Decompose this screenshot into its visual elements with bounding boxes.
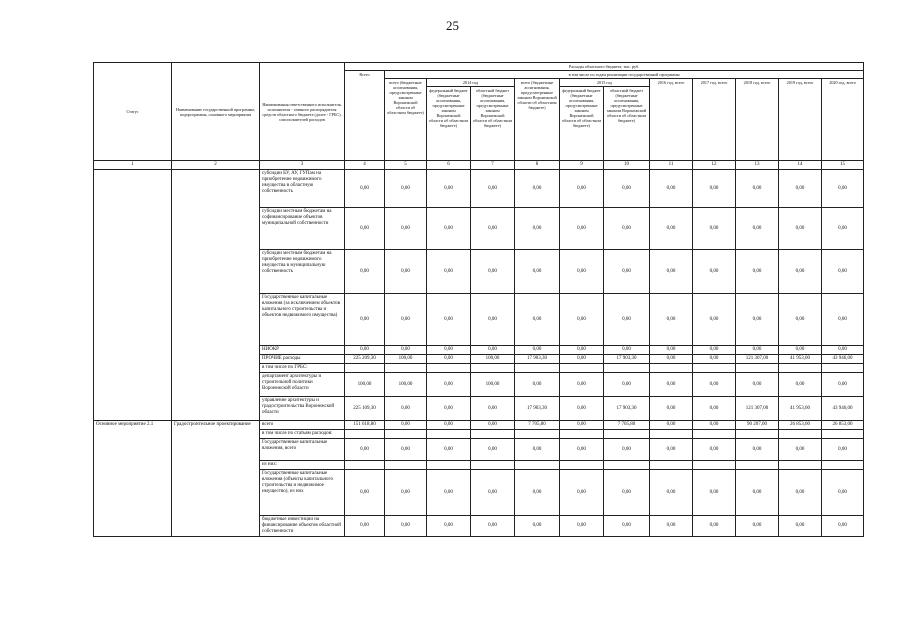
value-cell xyxy=(604,461,650,470)
value-cell: 0,00 xyxy=(604,250,650,294)
value-cell: 0,00 xyxy=(515,294,560,346)
value-cell: 0,00 xyxy=(515,170,560,208)
header-reg-2015: областной бюджет (бюджетные ассигнования, предусмотренные законом Воронежской области об областном бюджете) xyxy=(604,87,650,161)
header-y2014: 2014 год xyxy=(427,79,515,87)
value-cell: 0,00 xyxy=(736,208,779,250)
value-cell: 0,00 xyxy=(385,170,427,208)
value-cell: 0,00 xyxy=(427,439,471,461)
value-cell: 0,00 xyxy=(471,397,515,421)
value-cell: 0,00 xyxy=(560,516,604,537)
row-label: бюджетные инвестиции на финансирование объектов областной собственности xyxy=(260,516,345,537)
value-cell: 225 209,30 xyxy=(345,355,385,364)
value-cell: 0,00 xyxy=(822,250,864,294)
value-cell: 0,00 xyxy=(560,170,604,208)
column-index-row xyxy=(94,161,864,170)
value-cell: 17 903,30 xyxy=(604,397,650,421)
value-cell: 0,00 xyxy=(822,470,864,516)
value-cell xyxy=(515,461,560,470)
value-cell: 0,00 xyxy=(650,373,693,397)
value-cell: 90 207,00 xyxy=(736,421,779,430)
row-label: в том числе по статьям расходов: xyxy=(260,430,345,439)
value-cell: 0,00 xyxy=(560,355,604,364)
value-cell: 225 109,30 xyxy=(345,397,385,421)
header-fed-2014: федеральный бюджет (бюджетные ассигнования, предусмотренные законом Воронежской области об областном бюджете) xyxy=(427,87,471,161)
value-cell: 0,00 xyxy=(650,439,693,461)
value-cell: 0,00 xyxy=(471,250,515,294)
value-cell: 0,00 xyxy=(736,470,779,516)
table-row xyxy=(94,421,864,430)
value-cell: 0,00 xyxy=(604,346,650,355)
value-cell: 0,00 xyxy=(345,208,385,250)
value-cell: 0,00 xyxy=(650,516,693,537)
value-cell: 0,00 xyxy=(515,373,560,397)
value-cell: 0,00 xyxy=(604,294,650,346)
value-cell: 17 903,30 xyxy=(604,355,650,364)
value-cell: 0,00 xyxy=(471,346,515,355)
value-cell xyxy=(385,461,427,470)
value-cell xyxy=(650,461,693,470)
value-cell: 0,00 xyxy=(560,208,604,250)
value-cell: 0,00 xyxy=(650,397,693,421)
value-cell: 0,00 xyxy=(385,397,427,421)
header-y2018: 2018 год, всего xyxy=(736,79,779,161)
value-cell: 0,00 xyxy=(779,170,822,208)
value-cell: 41 953,00 xyxy=(779,355,822,364)
col-index: 2 xyxy=(172,161,260,170)
header-name: Наименование государственной программы, подпрограммы, основного мероприятия xyxy=(172,63,260,161)
value-cell: 0,00 xyxy=(779,250,822,294)
value-cell: 26 853,00 xyxy=(779,421,822,430)
value-cell xyxy=(736,461,779,470)
value-cell: 0,00 xyxy=(650,355,693,364)
value-cell: 0,00 xyxy=(736,294,779,346)
value-cell xyxy=(471,430,515,439)
value-cell: 0,00 xyxy=(736,250,779,294)
value-cell: 0,00 xyxy=(345,250,385,294)
value-cell xyxy=(345,461,385,470)
header-expenses: Расходы областного бюджета, тыс. руб. xyxy=(345,63,864,71)
value-cell: 7 705,80 xyxy=(515,421,560,430)
row-label: из них: xyxy=(260,461,345,470)
header-total-2014: всего (бюджетные ассигнования, предусмотренные законом Воронежской области об областном бюджете) xyxy=(385,79,427,161)
row-label: в том числе по ГРБС: xyxy=(260,364,345,373)
value-cell xyxy=(427,461,471,470)
value-cell xyxy=(345,430,385,439)
row-label: Государственные капитальные вложения (объекты капитального строительства и недвижимое имущество), из них xyxy=(260,470,345,516)
value-cell: 0,00 xyxy=(345,470,385,516)
value-cell: 0,00 xyxy=(693,250,736,294)
value-cell: 0,00 xyxy=(650,170,693,208)
value-cell: 0,00 xyxy=(822,516,864,537)
value-cell xyxy=(604,430,650,439)
value-cell: 7 705,80 xyxy=(604,421,650,430)
value-cell: 0,00 xyxy=(385,250,427,294)
value-cell xyxy=(779,461,822,470)
header-y2020: 2020 год, всего xyxy=(822,79,864,161)
value-cell: 0,00 xyxy=(736,439,779,461)
value-cell: 0,00 xyxy=(604,470,650,516)
value-cell: 0,00 xyxy=(604,170,650,208)
value-cell: 0,00 xyxy=(427,208,471,250)
value-cell: 0,00 xyxy=(560,439,604,461)
value-cell: 0,00 xyxy=(779,439,822,461)
col-index: 11 xyxy=(650,161,693,170)
value-cell: 17 903,30 xyxy=(515,397,560,421)
value-cell: 0,00 xyxy=(560,421,604,430)
value-cell: 100,00 xyxy=(471,355,515,364)
value-cell: 0,00 xyxy=(345,439,385,461)
value-cell: 0,00 xyxy=(427,397,471,421)
value-cell: 0,00 xyxy=(779,208,822,250)
value-cell xyxy=(560,430,604,439)
value-cell: 0,00 xyxy=(515,516,560,537)
value-cell: 0,00 xyxy=(822,373,864,397)
header-y2016: 2016 год, всего xyxy=(650,79,693,161)
value-cell: 0,00 xyxy=(427,355,471,364)
value-cell: 0,00 xyxy=(693,421,736,430)
value-cell: 0,00 xyxy=(385,294,427,346)
value-cell xyxy=(471,364,515,373)
row-label: субсидии местным бюджетам на софинансирование объектов муниципальной собственности xyxy=(260,208,345,250)
header-by-years: в том числе по годам реализации государственной программы xyxy=(385,71,864,79)
value-cell: 0,00 xyxy=(427,373,471,397)
value-cell xyxy=(515,430,560,439)
value-cell xyxy=(693,461,736,470)
value-cell: 0,00 xyxy=(604,373,650,397)
value-cell xyxy=(779,430,822,439)
value-cell xyxy=(650,364,693,373)
header-fed-2015: федеральный бюджет (бюджетные ассигнования, предусмотренные законом Воронежской области об областном бюджете) xyxy=(560,87,604,161)
activity-status: Основное мероприятие 2.1 xyxy=(94,421,172,537)
col-index: 9 xyxy=(560,161,604,170)
value-cell xyxy=(515,364,560,373)
row-label: субсидии местным бюджетам на приобретение недвижимого имущества в муниципальную собственность xyxy=(260,250,345,294)
value-cell: 0,00 xyxy=(385,208,427,250)
value-cell: 0,00 xyxy=(560,397,604,421)
value-cell: 0,00 xyxy=(471,439,515,461)
value-cell: 0,00 xyxy=(471,470,515,516)
value-cell: 17 903,30 xyxy=(515,355,560,364)
status-cell xyxy=(94,170,172,421)
col-index: 12 xyxy=(693,161,736,170)
value-cell xyxy=(650,430,693,439)
value-cell xyxy=(822,430,864,439)
value-cell: 0,00 xyxy=(560,346,604,355)
header-y2015: 2015 год xyxy=(560,79,650,87)
value-cell: 0,00 xyxy=(471,421,515,430)
value-cell: 121 307,00 xyxy=(736,355,779,364)
row-label: НИОКР xyxy=(260,346,345,355)
value-cell: 0,00 xyxy=(650,421,693,430)
value-cell: 0,00 xyxy=(693,170,736,208)
value-cell: 0,00 xyxy=(471,516,515,537)
col-index: 5 xyxy=(385,161,427,170)
value-cell: 0,00 xyxy=(736,170,779,208)
value-cell: 0,00 xyxy=(427,170,471,208)
value-cell xyxy=(345,364,385,373)
col-index: 10 xyxy=(604,161,650,170)
row-label: Государственные капитальные вложения, всего xyxy=(260,439,345,461)
value-cell: 0,00 xyxy=(779,346,822,355)
value-cell: 0,00 xyxy=(779,294,822,346)
value-cell xyxy=(604,364,650,373)
row-label: департамент архитектуры и строительной политики Воронежской области xyxy=(260,373,345,397)
value-cell: 0,00 xyxy=(736,373,779,397)
value-cell: 0,00 xyxy=(385,516,427,537)
value-cell: 0,00 xyxy=(560,250,604,294)
value-cell: 0,00 xyxy=(822,208,864,250)
row-label: управление архитектуры и градостроительства Воронежской области xyxy=(260,397,345,421)
value-cell: 0,00 xyxy=(693,208,736,250)
value-cell: 0,00 xyxy=(693,397,736,421)
value-cell xyxy=(385,364,427,373)
value-cell xyxy=(427,430,471,439)
value-cell: 0,00 xyxy=(822,346,864,355)
value-cell: 0,00 xyxy=(779,373,822,397)
value-cell xyxy=(736,364,779,373)
value-cell: 0,00 xyxy=(604,208,650,250)
header-total: Всего xyxy=(345,71,385,161)
value-cell: 43 946,00 xyxy=(822,397,864,421)
value-cell: 0,00 xyxy=(427,421,471,430)
col-index: 3 xyxy=(260,161,345,170)
value-cell: 0,00 xyxy=(736,346,779,355)
header-y2019: 2019 год, всего xyxy=(779,79,822,161)
value-cell: 100,00 xyxy=(385,373,427,397)
value-cell: 0,00 xyxy=(471,208,515,250)
value-cell: 0,00 xyxy=(693,516,736,537)
value-cell: 0,00 xyxy=(345,170,385,208)
value-cell xyxy=(385,430,427,439)
value-cell: 0,00 xyxy=(604,516,650,537)
value-cell: 0,00 xyxy=(427,470,471,516)
value-cell: 0,00 xyxy=(471,294,515,346)
value-cell: 0,00 xyxy=(736,516,779,537)
value-cell: 0,00 xyxy=(427,346,471,355)
value-cell xyxy=(822,364,864,373)
value-cell: 0,00 xyxy=(515,346,560,355)
value-cell: 0,00 xyxy=(822,439,864,461)
value-cell: 0,00 xyxy=(427,250,471,294)
value-cell: 0,00 xyxy=(650,346,693,355)
value-cell: 0,00 xyxy=(427,516,471,537)
value-cell: 0,00 xyxy=(693,470,736,516)
value-cell: 0,00 xyxy=(345,516,385,537)
col-index: 15 xyxy=(822,161,864,170)
value-cell: 0,00 xyxy=(779,516,822,537)
value-cell: 151 618,80 xyxy=(345,421,385,430)
header-status: Статус xyxy=(94,63,172,161)
value-cell: 0,00 xyxy=(345,346,385,355)
value-cell: 0,00 xyxy=(822,170,864,208)
value-cell: 0,00 xyxy=(693,439,736,461)
col-index: 8 xyxy=(515,161,560,170)
header-y2017: 2017 год, всего xyxy=(693,79,736,161)
value-cell: 43 946,00 xyxy=(822,355,864,364)
value-cell: 0,00 xyxy=(515,470,560,516)
value-cell: 41 953,00 xyxy=(779,397,822,421)
value-cell: 0,00 xyxy=(650,208,693,250)
header-total-2015: всего (бюджетные ассигнования, предусмотренные законом Воронежской области об областном бюджете) xyxy=(515,79,560,161)
value-cell: 0,00 xyxy=(471,170,515,208)
value-cell: 0,00 xyxy=(822,294,864,346)
col-index: 13 xyxy=(736,161,779,170)
row-label: Государственные капитальные вложения (за исключением объектов капитального строительства и объектов недвижимого имущества) xyxy=(260,294,345,346)
name-cell xyxy=(172,170,260,421)
value-cell: 0,00 xyxy=(650,294,693,346)
value-cell: 0,00 xyxy=(385,439,427,461)
value-cell: 0,00 xyxy=(560,373,604,397)
value-cell: 0,00 xyxy=(650,250,693,294)
value-cell: 100,00 xyxy=(471,373,515,397)
row-label: ПРОЧИЕ расходы xyxy=(260,355,345,364)
value-cell: 0,00 xyxy=(515,208,560,250)
value-cell: 0,00 xyxy=(345,294,385,346)
value-cell: 0,00 xyxy=(604,439,650,461)
value-cell: 0,00 xyxy=(560,470,604,516)
col-index: 7 xyxy=(471,161,515,170)
value-cell xyxy=(693,430,736,439)
page-number: 25 xyxy=(446,18,459,33)
value-cell: 0,00 xyxy=(385,346,427,355)
col-index: 4 xyxy=(345,161,385,170)
row-label: всего xyxy=(260,421,345,430)
value-cell: 0,00 xyxy=(560,294,604,346)
col-index: 14 xyxy=(779,161,822,170)
budget-table xyxy=(93,62,864,537)
value-cell: 121 307,00 xyxy=(736,397,779,421)
value-cell: 0,00 xyxy=(693,294,736,346)
value-cell: 0,00 xyxy=(427,294,471,346)
value-cell xyxy=(427,364,471,373)
header-executors: Наименования ответственного исполнителя, исполнителя - главного распорядителя средств областного бюджета (далее - ГРБС), соисполнителей расходов xyxy=(260,63,345,161)
value-cell xyxy=(822,461,864,470)
value-cell: 0,00 xyxy=(385,421,427,430)
header-reg-2014: областной бюджет (бюджетные ассигнования, предусмотренные законом Воронежской области об областном бюджете) xyxy=(471,87,515,161)
col-index: 6 xyxy=(427,161,471,170)
value-cell xyxy=(779,364,822,373)
value-cell: 100,00 xyxy=(385,355,427,364)
value-cell: 0,00 xyxy=(693,346,736,355)
row-label: субсидии БУ, АУ, ГУПам на приобретение недвижимого имущества в областную собственность xyxy=(260,170,345,208)
value-cell xyxy=(560,461,604,470)
value-cell: 100,00 xyxy=(345,373,385,397)
value-cell xyxy=(693,364,736,373)
value-cell: 0,00 xyxy=(693,373,736,397)
value-cell: 0,00 xyxy=(515,439,560,461)
value-cell: 0,00 xyxy=(693,355,736,364)
value-cell: 0,00 xyxy=(385,470,427,516)
value-cell: 0,00 xyxy=(515,250,560,294)
value-cell: 0,00 xyxy=(779,470,822,516)
value-cell: 26 853,00 xyxy=(822,421,864,430)
table-row xyxy=(94,170,864,208)
col-index: 1 xyxy=(94,161,172,170)
value-cell xyxy=(560,364,604,373)
value-cell xyxy=(736,430,779,439)
value-cell: 0,00 xyxy=(650,470,693,516)
activity-name: Градостроительное проектирование xyxy=(172,421,260,537)
value-cell xyxy=(471,461,515,470)
